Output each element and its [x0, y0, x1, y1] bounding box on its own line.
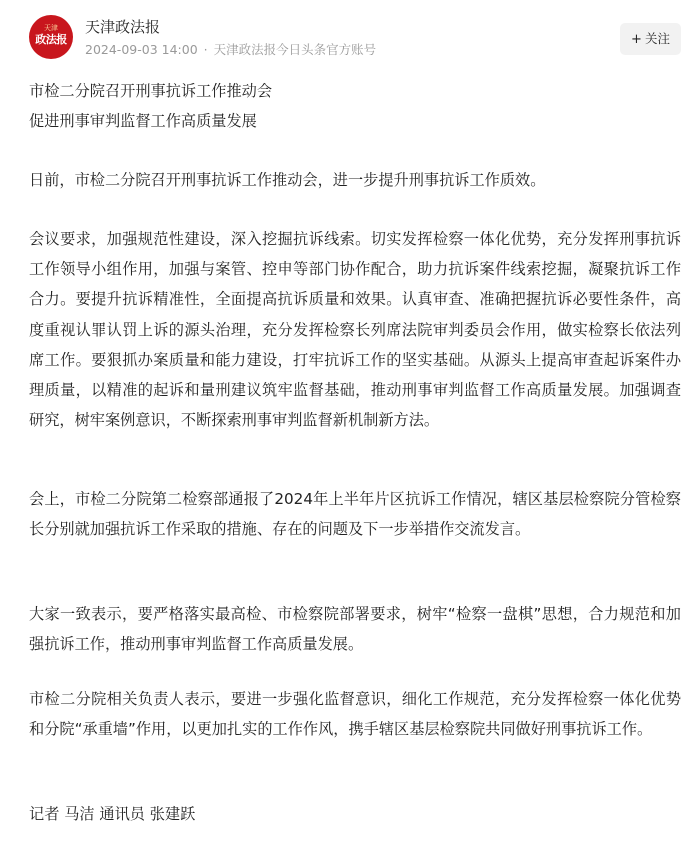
article-paragraph-1: 日前，市检二分院召开刑事抗诉工作推动会，进一步提升刑事抗诉工作质效。	[29, 171, 546, 189]
account-name[interactable]: 天津政法报	[85, 18, 161, 36]
article-paragraph-2: 会议要求，加强规范性建设，深入挖掘抗诉线索。切实发挥检察一体化优势，充分发挥刑事抗诉工作领导小组作用，加强与案管、控申等部门协作配合，助力抗诉案件线索挖掘，凝聚抗诉工作合力。要提升抗诉精准性，全面提高抗诉质量和效果。认真审查、准确把握抗诉必要性条件，高度重视认罪认罚上诉的源头治理，充分发挥检察长列席法院审判委员会作用，做实检察长依法列席工作。要狠抓办案质量和能力建设，打牢抗诉工作的坚实基础。从源头上提高审查起诉案件办理质量，以精准的起诉和量刑建议筑牢监督基础，推动刑事审判监督工作高质量发展。加强调查研究，树牢案例意识，不断探索刑事审判监督新机制新方法。	[29, 230, 681, 430]
article-title-line-2: 促进刑事审判监督工作高质量发展	[29, 112, 257, 130]
avatar-logo-text-top: 天津	[44, 24, 58, 32]
article-header	[0, 0, 700, 68]
article-title-line-1: 市检二分院召开刑事抗诉工作推动会	[29, 82, 272, 100]
publish-meta	[85, 41, 376, 59]
plus-icon: +	[631, 32, 642, 47]
article-paragraph-5: 市检二分院相关负责人表示，要进一步强化监督意识，细化工作规范，充分发挥检察一体化优势和分院“承重墙”作用，以更加扎实的工作作风，携手辖区基层检察院共同做好刑事抗诉工作。	[29, 690, 681, 739]
follow-button[interactable]	[620, 23, 681, 55]
meta-separator: ·	[203, 42, 208, 57]
follow-label: 关注	[644, 31, 670, 46]
article-paragraph-3: 会上，市检二分院第二检察部通报了2024年上半年片区抗诉工作情况，辖区基层检察院分管检察长分别就加强抗诉工作采取的措施、存在的问题及下一步举措作交流发言。	[29, 490, 681, 539]
article-byline: 记者 马洁 通讯员 张建跃	[29, 805, 196, 823]
publish-time: 2024-09-03 14:00	[85, 42, 198, 57]
avatar[interactable]	[29, 15, 73, 59]
avatar-logo-text: 政法报	[35, 33, 67, 46]
article-paragraph-4: 大家一致表示，要严格落实最高检、市检察院部署要求，树牢“检察一盘棋”思想，合力规范和加强抗诉工作，推动刑事审判监督工作高质量发展。	[29, 605, 681, 654]
account-description: 天津政法报今日头条官方账号	[213, 42, 377, 57]
